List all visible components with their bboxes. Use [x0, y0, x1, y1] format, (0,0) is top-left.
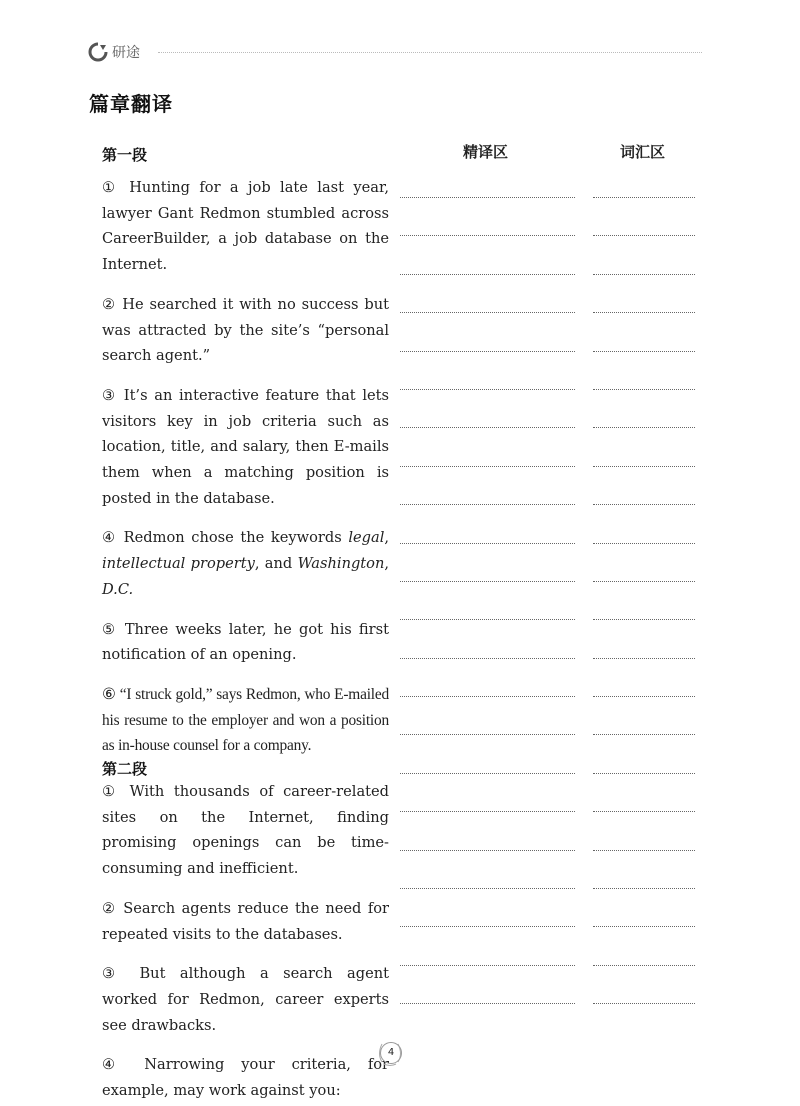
brand-logo-icon: [88, 42, 108, 62]
section-title: 篇章翻译: [89, 92, 173, 116]
sentence-part: ,: [384, 555, 389, 573]
writing-line-row: [400, 313, 695, 351]
page-number-badge: [374, 1036, 406, 1068]
sentence: ③ It’s an interactive feature that lets visitors key in job criteria such as location, title, and salary, then E-mails them when a matching position is posted in the database.: [102, 386, 389, 507]
vocabulary-line: [593, 1003, 695, 1004]
keyword-dc: D.C.: [102, 580, 134, 598]
sentence: ③ But although a search agent worked for Redmon, career experts see drawbacks.: [102, 965, 389, 1034]
writing-line-row: [400, 659, 695, 697]
writing-line-row: [400, 735, 695, 773]
sentence: ② He searched it with no success but was attracted by the site’s “personal search agent.”: [102, 295, 389, 365]
translation-line: [400, 1003, 575, 1004]
sentence: ① Hunting for a job late last year, lawyer Gant Redmon stumbled across CareerBuilder, a job database on the Internet.: [102, 179, 389, 274]
writing-line-row: [400, 812, 695, 850]
column-head-jingyi: 精译区: [463, 143, 509, 161]
writing-line-row: [400, 889, 695, 927]
writing-line-row: [400, 966, 695, 1004]
writing-line-row: [400, 851, 695, 889]
sentence: ⑥ “I struck gold,” says Redmon, who E-mailed his resume to the employer and won a position as in-house counsel for a company.: [102, 685, 389, 755]
writing-lines: [400, 197, 695, 1004]
writing-line-row: [400, 620, 695, 658]
header-divider: [158, 52, 702, 53]
header: [88, 40, 140, 64]
sentence: ④ Narrowing your criteria, for example, may work against you:: [102, 1056, 389, 1100]
sentence: [102, 525, 389, 602]
writing-line-row: [400, 774, 695, 812]
passage-column: [102, 145, 389, 1104]
writing-line-row: [400, 236, 695, 274]
sentence-part: ④ Redmon chose the keywords: [102, 529, 349, 547]
column-head-cihui: 词汇区: [620, 143, 666, 161]
writing-line-row: [400, 428, 695, 466]
sentence: ① With thousands of career-related sites on the Internet, finding promising openings can be time-consuming and inefficient.: [102, 783, 389, 878]
keyword-legal: legal: [348, 529, 385, 547]
writing-line-row: [400, 544, 695, 582]
keyword-ip: intellectual property: [102, 555, 255, 573]
paragraph-1: [102, 145, 389, 759]
paragraph-title: 第二段: [102, 760, 148, 779]
sentence-part: , and: [254, 555, 298, 573]
writing-line-row: [400, 505, 695, 543]
brand-name: 研途: [112, 45, 140, 61]
writing-line-row: [400, 467, 695, 505]
writing-line-row: [400, 582, 695, 620]
sentence-part: ,: [384, 529, 389, 547]
writing-line-row: [400, 275, 695, 313]
writing-line-row: [400, 927, 695, 965]
writing-line-row: [400, 198, 695, 236]
page-number: 4: [380, 1042, 402, 1064]
paragraph-2: [102, 759, 389, 1104]
writing-line-row: [400, 390, 695, 428]
keyword-washington: Washington: [297, 555, 385, 573]
paragraph-title: 第一段: [102, 146, 148, 164]
writing-line-row: [400, 352, 695, 390]
sentence: ⑤ Three weeks later, he got his first notification of an opening.: [102, 620, 389, 664]
writing-line-row: [400, 697, 695, 735]
sentence: ② Search agents reduce the need for repeated visits to the databases.: [102, 899, 389, 943]
